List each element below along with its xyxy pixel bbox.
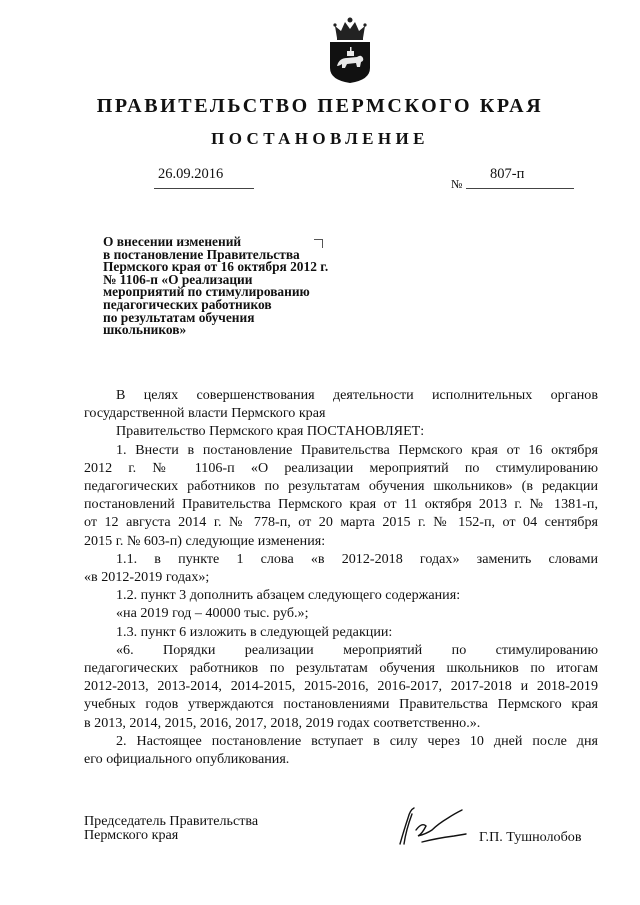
- body-line: в 2013, 2014, 2015, 2016, 2017, 2018, 2019 годах соответственно.».: [84, 714, 481, 731]
- subject-line: мероприятий по стимулированию: [103, 284, 310, 300]
- body-line: «в 2012-2019 годах»;: [84, 569, 210, 586]
- body-line: 1. Внести в постановление Правительства Пермского края от 16 октября: [116, 441, 598, 458]
- handwritten-signature: [392, 800, 472, 850]
- body-line: учебных годов утверждаются постановлениями Правительства Пермского края: [84, 696, 598, 713]
- number-underline: [466, 188, 574, 189]
- document-number: 807-п: [490, 166, 525, 182]
- date-underline: [154, 188, 254, 189]
- subject-line: в постановление Правительства: [103, 246, 300, 262]
- body-line: 1.3. пункт 6 изложить в следующей редакции:: [116, 623, 393, 640]
- body-line: постановлений Правительства Пермского края от 11 октября 2013 г. № 1381-п,: [84, 496, 598, 513]
- number-sign: №: [451, 177, 463, 191]
- body-line: «6. Порядки реализации мероприятий по стимулированию: [116, 641, 598, 658]
- body-line: педагогических работников по результатам обучения школьников» (в редакции: [84, 478, 598, 495]
- body-line: 1.1. в пункте 1 слова «в 2012-2018 годах» заменить словами: [116, 550, 598, 567]
- subject-line: школьников»: [103, 322, 187, 338]
- signatory-role: [84, 814, 258, 842]
- document-subject: [103, 236, 373, 337]
- body-line: 2012 г. № 1106-п «О реализации мероприятий по стимулированию: [84, 459, 598, 476]
- document-date: 26.09.2016: [158, 166, 224, 182]
- government-title: ПРАВИТЕЛЬСТВО ПЕРМСКОГО КРАЯ: [96, 95, 544, 117]
- body-line: его официального опубликования.: [84, 751, 290, 768]
- signatory-role-line: Пермского края: [84, 827, 179, 843]
- body-line: 2. Настоящее постановление вступает в силу через 10 дней после дня: [116, 732, 598, 749]
- body-line: 2015 г. № 603-п) следующие изменения:: [84, 532, 326, 549]
- subject-line: О внесении изменений: [103, 234, 242, 249]
- body-line: государственной власти Пермского края: [84, 405, 326, 422]
- perm-krai-coat-of-arms-icon: [327, 14, 373, 84]
- body-line: от 12 августа 2014 г. № 778-п, от 20 марта 2015 г. № 152-п, от 04 сентября: [84, 514, 598, 531]
- body-line: Правительство Пермского края ПОСТАНОВЛЯЕТ:: [116, 423, 425, 440]
- body-line: «на 2019 год – 40000 тыс. руб.»;: [116, 605, 309, 622]
- body-line: В целях совершенствования деятельности исполнительных органов: [116, 387, 598, 403]
- body-line: 1.2. пункт 3 дополнить абзацем следующего содержания:: [116, 587, 461, 604]
- subject-line: Пермского края от 16 октября 2012 г.: [103, 259, 329, 275]
- signatory-name: Г.П. Тушнолобов: [479, 829, 582, 845]
- document-type: ПОСТАНОВЛЕНИЕ: [211, 129, 429, 148]
- subject-line: по результатам обучения: [103, 309, 255, 325]
- signatory-role-line: Председатель Правительства: [84, 813, 259, 829]
- subject-line: педагогических работников: [103, 296, 272, 312]
- body-line: педагогических работников по результатам обучения школьников по итогам: [84, 660, 598, 677]
- document-body: [84, 386, 598, 768]
- body-line: 2012-2013, 2013-2014, 2014-2015, 2015-2016, 2016-2017, 2017-2018 и 2018-2019: [84, 678, 598, 695]
- subject-line: № 1106-п «О реализации: [103, 271, 253, 287]
